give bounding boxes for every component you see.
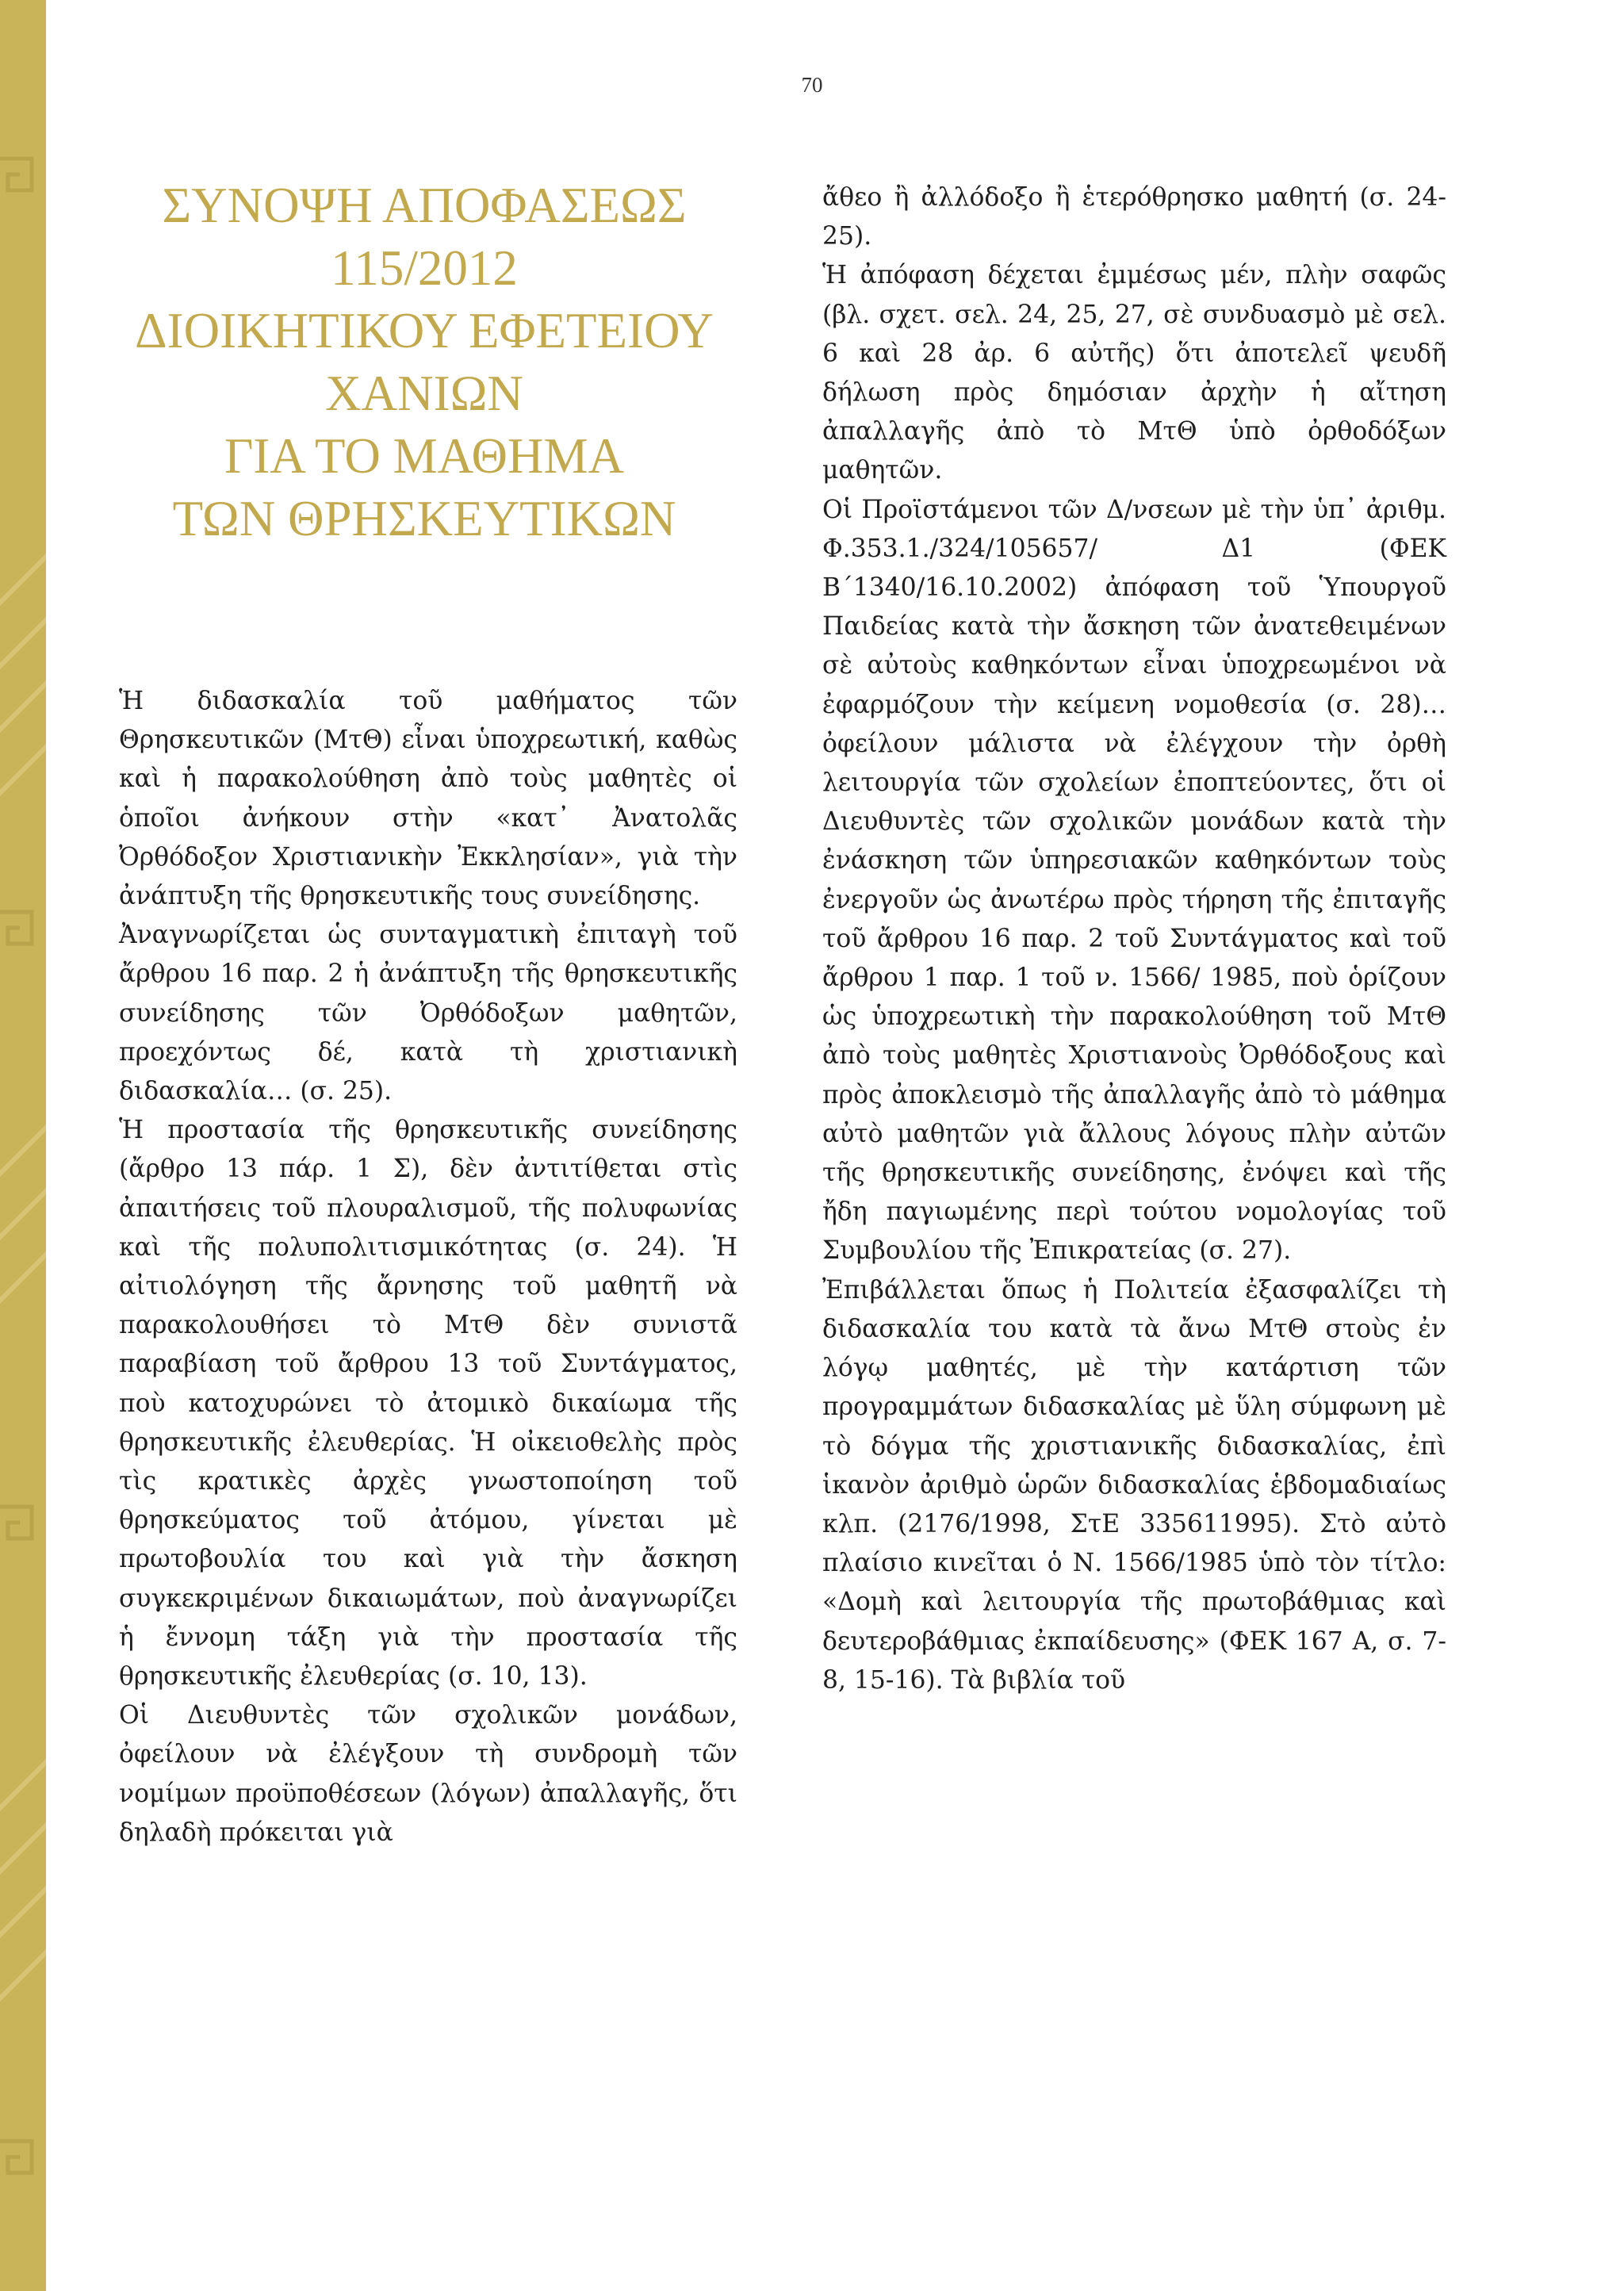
title-line: ΧΑΝΙΩΝ	[325, 366, 523, 421]
left-column	[119, 682, 737, 1852]
meander-pattern	[0, 0, 46, 2291]
paragraph: Οἱ Προϊστάμενοι τῶν Δ/νσεων μὲ τὴν ὑπ᾽ ἀριθμ. Φ.353.1./324/105657/ Δ1 (ΦΕΚ Β΄1340/16.10.2002) ἀπόφαση τοῦ Ὑπουργοῦ Παιδείας κατὰ τὴν ἄσκηση τῶν ἀνατεθειμένων σὲ αὐτοὺς καθηκόντων εἶναι ὑποχρεωμένοι νὰ ἐφαρμόζουν τὴν κείμενη νομοθεσία (σ. 28)… ὀφείλουν μάλιστα νὰ ἐλέγχουν τὴν ὀρθὴ λειτουργία τῶν σχολείων ἐποπτεύοντες, ὅτι οἱ Διευθυντὲς τῶν σχολικῶν μονάδων κατὰ τὴν ἐνάσκηση τῶν ὑπηρεσιακῶν καθηκόντων τοὺς ἐνεργοῦν ὡς ἀνωτέρω πρὸς τήρηση τῆς ἐπιταγῆς τοῦ ἄρθρου 16 παρ. 2 τοῦ Συντάγματος καὶ τοῦ ἄρθρου 1 παρ. 1 τοῦ ν. 1566/ 1985, ποὺ ὁρίζουν ὡς ὑποχρεωτικὴ τὴν παρακολούθηση τοῦ ΜτΘ ἀπὸ τοὺς μαθητὲς Χριστιανοὺς Ὀρθόδοξους καὶ πρὸς ἀποκλεισμὸ τῆς ἀπαλλαγῆς ἀπὸ τὸ μάθημα αὐτὸ μαθητῶν γιὰ ἄλλους λόγους πλὴν αὐτῶν τῆς θρησκευτικῆς συνείδησης, ἐνόψει καὶ τῆς ἤδη παγιωμένης περὶ τούτου νομολογίας τοῦ Συμβουλίου τῆς Ἐπικρατείας (σ. 27).	[822, 495, 1446, 1266]
title-line: ΣΥΝΟΨΗ ΑΠΟΦΑΣΕΩΣ	[162, 178, 687, 233]
title-line: 115/2012	[331, 240, 518, 296]
paragraph: ἄθεο ἢ ἀλλόδοξο ἢ ἑτερόθρησκο μαθητή (σ. 24-25).	[822, 183, 1446, 251]
title-line: ΔΙΟΙΚΗΤΙΚΟΥ ΕΦΕΤΕΙΟΥ	[135, 303, 714, 358]
title-line: ΤΩΝ ΘΡΗΣΚΕΥΤΙΚΩΝ	[172, 491, 676, 546]
document-title	[119, 174, 730, 550]
paragraph: Ἡ προστασία τῆς θρησκευτικῆς συνείδησης (ἄρθρο 13 πάρ. 1 Σ), δὲν ἀντιτίθεται στὶς ἀπαιτήσεις τοῦ πλουραλισμοῦ, τῆς πολυφωνίας καὶ τῆς πολυπολιτισμικότητας (σ. 24). Ἡ αἰτιολόγηση τῆς ἄρνησης τοῦ μαθητῆ νὰ παρακολουθήσει τὸ ΜτΘ δὲν συνιστᾶ παραβίαση τοῦ ἄρθρου 13 τοῦ Συντάγματος, ποὺ κατοχυρώνει τὸ ἀτομικὸ δικαίωμα τῆς θρησκευτικῆς ἐλευθερίας. Ἡ οἰκειοθελὴς πρὸς τὶς κρατικὲς ἀρχὲς γνωστοποίηση τοῦ θρησκεύματος τοῦ ἀτόμου, γίνεται μὲ πρωτοβουλία του καὶ γιὰ τὴν ἄσκηση συγκεκριμένων δικαιωμάτων, ποὺ ἀναγνωρίζει ἡ ἔννομη τάξη γιὰ τὴν προστασία τῆς θρησκευτικῆς ἐλευθερίας (σ. 10, 13).	[119, 1116, 737, 1691]
paragraph: Ἐπιβάλλεται ὅπως ἡ Πολιτεία ἐξασφαλίζει τὴ διδασκαλία του κατὰ τὰ ἄνω ΜτΘ στοὺς ἐν λόγῳ μαθητές, μὲ τὴν κατάρτιση τῶν προγραμμάτων διδασκαλίας μὲ ὕλη σύμφωνη μὲ τὸ δόγμα τῆς χριστιανικῆς διδασκαλίας, ἐπὶ ἱκανὸν ἀριθμὸ ὡρῶν διδασκαλίας ἑβδομαδιαίως κλπ. (2176/1998, ΣτΕ 335611995). Στὸ αὐτὸ πλαίσιο κινεῖται ὁ Ν. 1566/1985 ὑπὸ τὸν τίτλο: «Δομὴ καὶ λειτουργία τῆς πρωτοβάθμιας καὶ δευτεροβάθμιας ἐκπαίδευσης» (ΦΕΚ 167 Α, σ. 7-8, 15-16). Τὰ βιβλία τοῦ	[822, 1275, 1446, 1695]
title-line: ΓΙΑ ΤΟ ΜΑΘΗΜΑ	[224, 428, 625, 484]
decorative-side-band	[0, 0, 46, 2291]
paragraph: Οἱ Διευθυντὲς τῶν σχολικῶν μονάδων, ὀφείλουν νὰ ἐλέγξουν τὴ συνδρομὴ τῶν νομίμων προϋποθέσεων (λόγων) ἀπαλλαγῆς, ὅτι δηλαδὴ πρόκειται γιὰ	[119, 1701, 737, 1847]
paragraph: Ἡ διδασκαλία τοῦ μαθήματος τῶν Θρησκευτικῶν (ΜτΘ) εἶναι ὑποχρεωτική, καθὼς καὶ ἡ παρακολούθηση ἀπὸ τοὺς μαθητὲς οἱ ὁποῖοι ἀνήκουν στὴν «κατ᾽ Ἀνατολᾶς Ὀρθόδοξον Χριστιανικὴν Ἐκκλησίαν», γιὰ τὴν ἀνάπτυξη τῆς θρησκευτικῆς τους συνείδησης.	[119, 687, 737, 911]
right-column	[822, 178, 1446, 1700]
paragraph: Ἀναγνωρίζεται ὡς συνταγματικὴ ἐπιταγὴ τοῦ ἄρθρου 16 παρ. 2 ἡ ἀνάπτυξη τῆς θρησκευτικῆς συνείδησης τῶν Ὀρθόδοξων μαθητῶν, προεχόντως δέ, κατὰ τὴ χριστιανικὴ διδασκαλία… (σ. 25).	[119, 921, 737, 1106]
paragraph: Ἡ ἀπόφαση δέχεται ἐμμέσως μέν, πλὴν σαφῶς (βλ. σχετ. σελ. 24, 25, 27, σὲ συνδυασμὸ μὲ σελ. 6 καὶ 28 ἀρ. 6 αὐτῆς) ὅτι ἀποτελεῖ ψευδῆ δήλωση πρὸς δημόσιαν ἀρχὴν ἡ αἴτηση ἀπαλλαγῆς ἀπὸ τὸ ΜτΘ ὑπὸ ὀρθοδόξων μαθητῶν.	[822, 261, 1446, 485]
page-number: 70	[801, 73, 823, 97]
